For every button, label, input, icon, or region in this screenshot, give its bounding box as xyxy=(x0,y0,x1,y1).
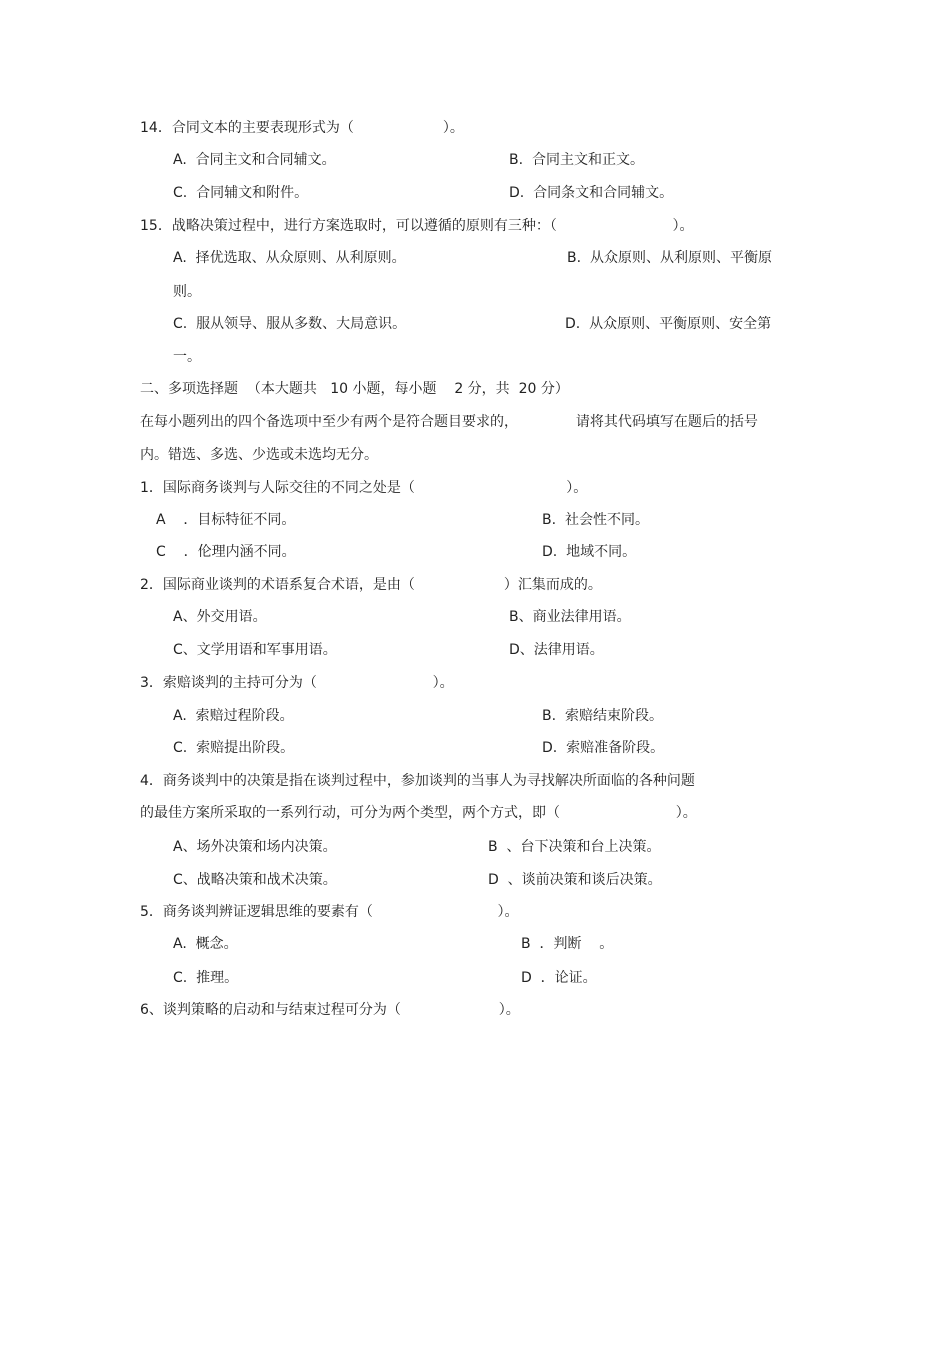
m1-option-b: B. 社会性不同。 xyxy=(542,512,649,528)
section2-instructions-line1: 在每小题列出的四个备选项中至少有两个是符合题目要求的， 请将其代码填写在题后的括号 xyxy=(140,414,758,430)
m4-stem-line1: 4．商务谈判中的决策是指在谈判过程中，参加谈判的当事人为寻找解决所面临的各种问题 xyxy=(140,773,695,789)
q14-stem: 14．合同文本的主要表现形式为（ ）。 xyxy=(140,120,464,136)
m4-option-b: B 、台下决策和台上决策。 xyxy=(488,839,661,855)
q14-option-c: C. 合同辅文和附件。 xyxy=(173,185,309,201)
m4-option-c: C、战略决策和战术决策。 xyxy=(173,872,337,888)
m2-option-d: D、法律用语。 xyxy=(509,642,604,658)
m6-stem: 6、谈判策略的启动和与结束过程可分为（ ）。 xyxy=(140,1002,520,1018)
q15-option-d-continued: 一。 xyxy=(173,349,201,365)
m5-option-c: C. 推理。 xyxy=(173,970,239,986)
m2-option-c: C、文学用语和军事用语。 xyxy=(173,642,337,658)
m3-option-c: C. 索赔提出阶段。 xyxy=(173,740,295,756)
q14-option-b: B. 合同主文和正文。 xyxy=(509,152,644,168)
q15-option-b-continued: 则。 xyxy=(173,284,201,300)
m2-option-b: B、商业法律用语。 xyxy=(509,609,631,625)
m5-option-d: D ．论证。 xyxy=(521,970,597,986)
q14-option-a: A. 合同主文和合同辅文。 xyxy=(173,152,336,168)
m4-option-a: A、场外决策和场内决策。 xyxy=(173,839,337,855)
m4-option-d: D 、谈前决策和谈后决策。 xyxy=(488,872,662,888)
q15-option-b: B. 从众原则、从利原则、平衡原 xyxy=(567,250,772,266)
m5-option-b: B ．判断 。 xyxy=(521,936,614,952)
m1-option-c: C ．伦理内涵不同。 xyxy=(156,544,296,560)
m3-option-d: D. 索赔准备阶段。 xyxy=(542,740,665,756)
q15-stem: 15．战略决策过程中，进行方案选取时，可以遵循的原则有三种：（ ）。 xyxy=(140,218,694,234)
q15-option-c: C. 服从领导、服从多数、大局意识。 xyxy=(173,316,407,332)
m3-option-b: B. 索赔结束阶段。 xyxy=(542,708,663,724)
m2-option-a: A、外交用语。 xyxy=(173,609,267,625)
m1-option-d: D. 地域不同。 xyxy=(542,544,637,560)
section2-instructions-line2: 内。错选、多选、少选或未选均无分。 xyxy=(140,447,378,463)
m2-stem: 2．国际商业谈判的术语系复合术语，是由（ ）汇集而成的。 xyxy=(140,577,602,593)
q15-option-d: D. 从众原则、平衡原则、安全第 xyxy=(565,316,772,332)
section2-title: 二、多项选择题 （本大题共 10 小题，每小题 2 分，共 20 分） xyxy=(140,381,569,397)
m5-stem: 5．商务谈判辨证逻辑思维的要素有（ ）。 xyxy=(140,904,519,920)
m3-option-a: A. 索赔过程阶段。 xyxy=(173,708,294,724)
q14-option-d: D. 合同条文和合同辅文。 xyxy=(509,185,674,201)
m1-stem: 1．国际商务谈判与人际交往的不同之处是（ ）。 xyxy=(140,480,588,496)
m1-option-a: A ．目标特征不同。 xyxy=(156,512,296,528)
m5-option-a: A. 概念。 xyxy=(173,936,238,952)
m4-stem-line2: 的最佳方案所采取的一系列行动，可分为两个类型，两个方式，即（ ）。 xyxy=(140,805,697,821)
q15-option-a: A. 择优选取、从众原则、从利原则。 xyxy=(173,250,406,266)
m3-stem: 3．索赔谈判的主持可分为（ ）。 xyxy=(140,675,454,691)
